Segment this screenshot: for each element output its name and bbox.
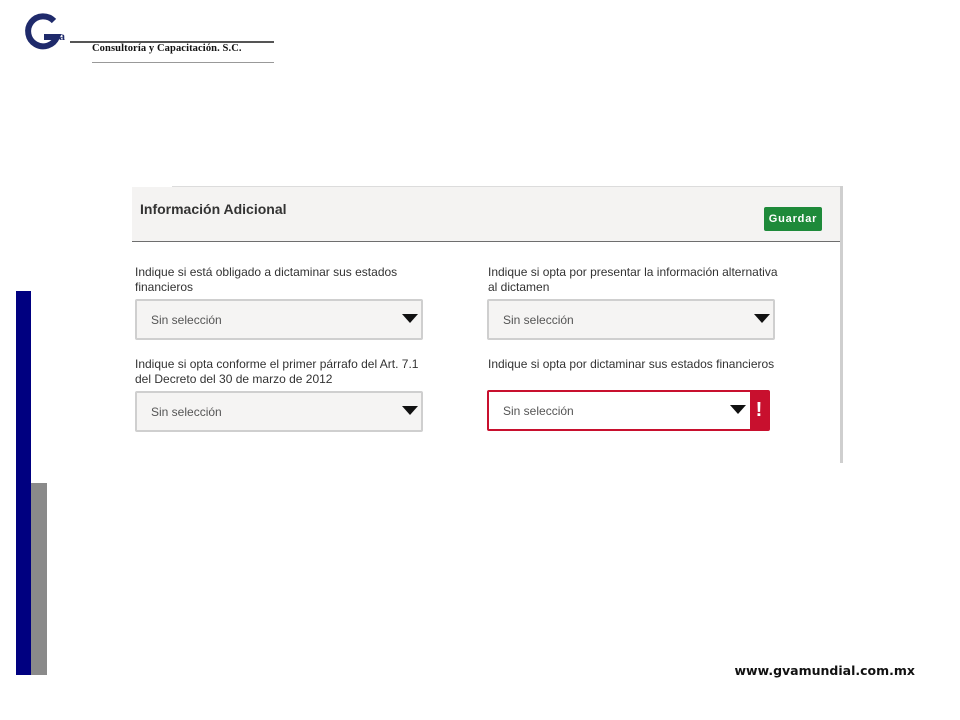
field-label-informacion-alternativa: Indique si opta por presentar la información alternativa al dictamen [488, 265, 778, 294]
additional-info-panel [132, 186, 843, 463]
select-value: Sin selección [151, 313, 222, 327]
field-label-decreto-art-7-1: Indique si opta conforme el primer párrafo del Art. 7.1 del Decreto del 30 de marzo de 2012 [135, 357, 419, 386]
website-url[interactable]: www.gvamundial.com.mx [734, 663, 915, 678]
decorative-gray-bar [31, 483, 47, 675]
save-button[interactable]: Guardar [764, 207, 822, 231]
caret-down-icon [402, 406, 418, 415]
select-value: Sin selección [503, 313, 574, 327]
panel-right-border [840, 186, 843, 463]
caret-down-icon [730, 405, 746, 414]
select-value: Sin selección [151, 405, 222, 419]
logo-underline [92, 62, 274, 63]
field-label-obligado-dictaminar: Indique si está obligado a dictaminar sus estados financieros [135, 265, 398, 294]
caret-down-icon [754, 314, 770, 323]
caret-down-icon [402, 314, 418, 323]
gva-logo-mark [20, 12, 100, 54]
select-value: Sin selección [503, 404, 574, 418]
company-logo [20, 12, 254, 58]
select-informacion-alternativa[interactable] [487, 299, 775, 340]
exclamation-icon: ! [750, 392, 768, 429]
select-opta-dictaminar[interactable] [487, 390, 770, 431]
select-decreto-art-7-1[interactable] [135, 391, 423, 432]
panel-title: Información Adicional [140, 201, 287, 217]
logo-tagline: Consultoría y Capacitación. S.C. [92, 43, 242, 54]
decorative-navy-bar [16, 291, 31, 675]
select-obligado-dictaminar[interactable] [135, 299, 423, 340]
field-label-opta-dictaminar: Indique si opta por dictaminar sus estados financieros [488, 357, 775, 371]
panel-header [132, 187, 840, 242]
logo-letters: va [53, 29, 65, 43]
